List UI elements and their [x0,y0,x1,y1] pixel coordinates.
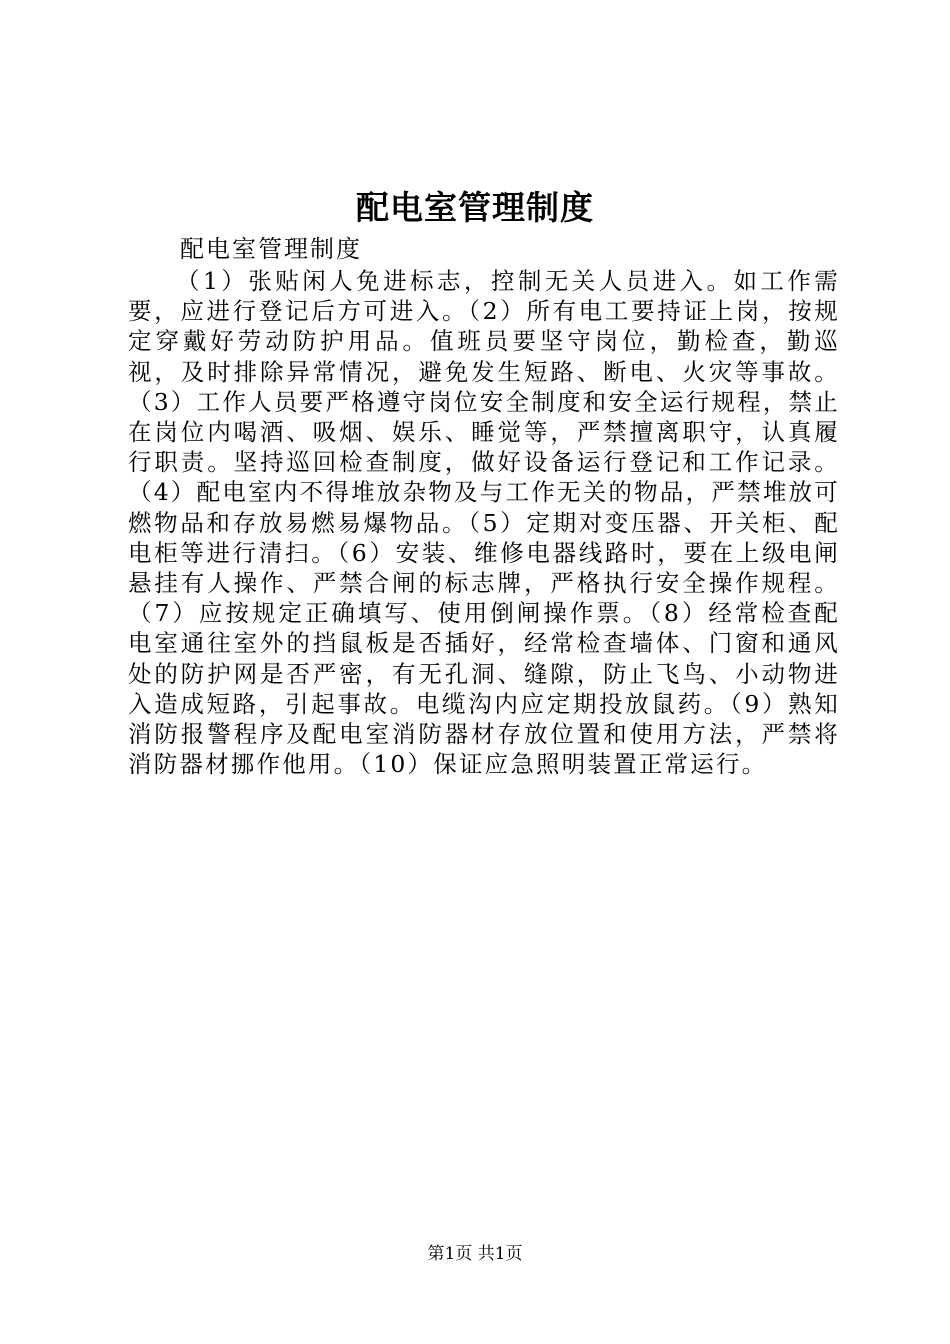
document-body: （1）张贴闲人免进标志，控制无关人员进入。如工作需要，应进行登记后方可进入。（2）所有电工要持证上岗，按规定穿戴好劳动防护用品。值班员要坚守岗位，勤检查，勤巡视，及时排除异常情况，避免发生短路、断电、火灾等事故。（3）工作人员要严格遵守岗位安全制度和安全运行规程，禁止在岗位内喝酒、吸烟、娱乐、睡觉等，严禁擅离职守，认真履行职责。坚持巡回检查制度，做好设备运行登记和工作记录。（4）配电室内不得堆放杂物及与工作无关的物品，严禁堆放可燃物品和存放易燃易爆物品。（5）定期对变压器、开关柜、配电柜等进行清扫。（6）安装、维修电器线路时，要在上级电闸悬挂有人操作、严禁合闸的标志牌，严格执行安全操作规程。（7）应按规定正确填写、使用倒闸操作票。（8）经常检查配电室通往室外的挡鼠板是否插好，经常检查墙体、门窗和通风处的防护网是否严密，有无孔洞、缝隙，防止飞鸟、小动物进入造成短路，引起事故。电缆沟内应定期投放鼠药。（9）熟知消防报警程序及配电室消防器材存放位置和使用方法，严禁将消防器材挪作他用。（10）保证应急照明装置正常运行。 [128,267,840,779]
page-number: 第1页 共1页 [427,1244,523,1264]
document-subtitle: 配电室管理制度 [180,235,362,263]
document-title: 配电室管理制度 [356,188,594,227]
